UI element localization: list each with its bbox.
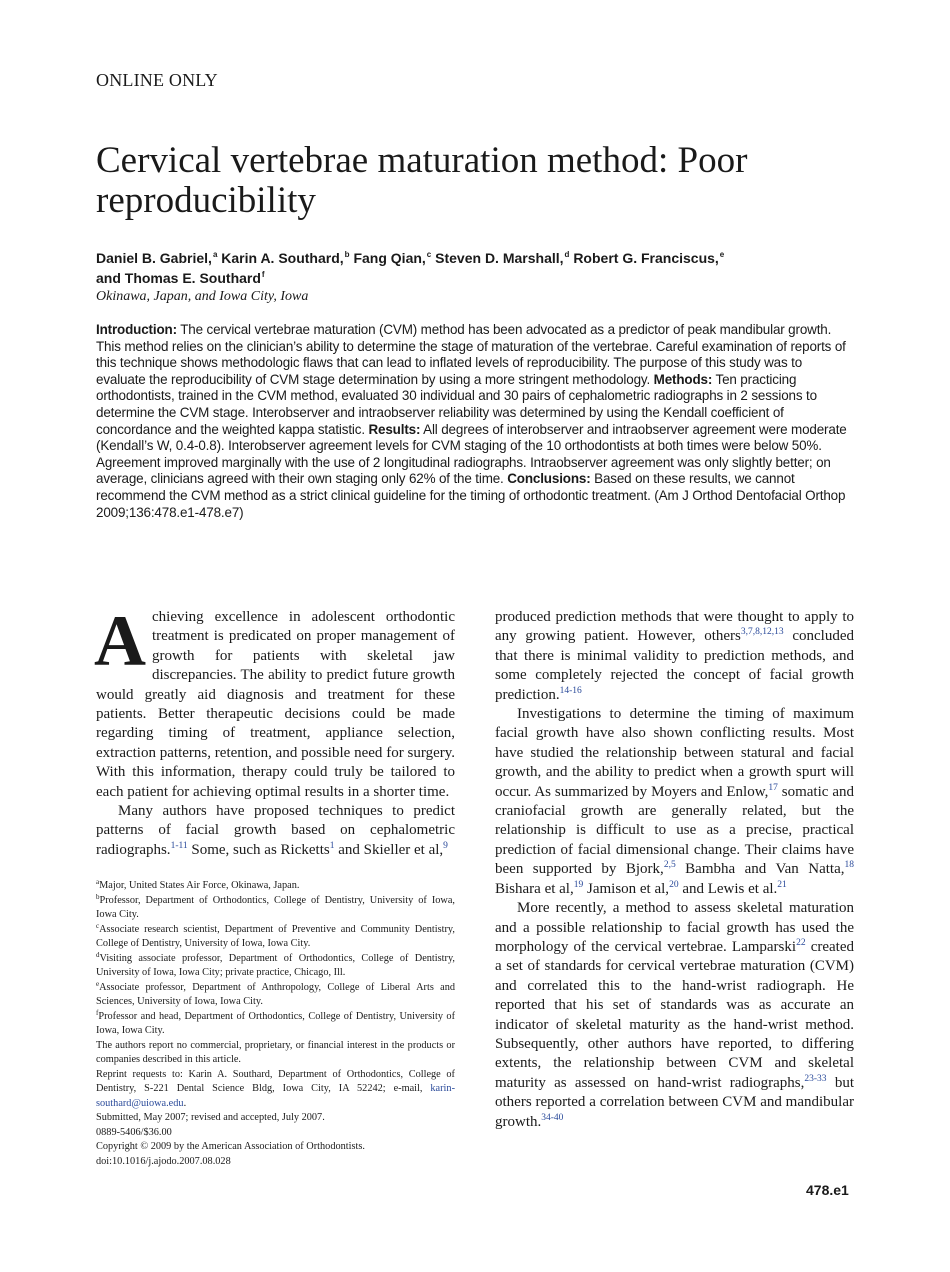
author-list: [96, 248, 856, 288]
article-title: Cervical vertebrae maturation method: Poor reproducibility: [96, 140, 748, 221]
body-paragraph: [96, 802, 455, 860]
author-name: Karin A. Southard,: [221, 250, 344, 266]
citation-link[interactable]: 20: [669, 879, 679, 890]
footnote-text: Associate research scientist, Department of Preventive and Community Dentistry, College of Dentistry, University of Iowa, Iowa City.: [96, 923, 455, 949]
footnotes: [96, 879, 455, 1169]
author-name: Robert G. Franciscus,: [573, 250, 719, 266]
paragraph-text: and Lewis et al.: [678, 880, 778, 897]
footnote-text: Major, United States Air Force, Okinawa, Japan.: [99, 880, 300, 891]
abstract-conclusions-label: Conclusions:: [507, 471, 591, 487]
body-column-left: [94, 601, 455, 860]
abstract-intro-text: The cervical vertebrae maturation (CVM) method has been advocated as a predictor of peak mandibular growth. This method relies on the clinician’s ability to determine the stage of maturation of the vertebrae. Careful examination of reports of this technique shows methodologic flaws that can lead to inflated levels of reproducibility. The purpose of this study was to evaluate the reproducibility of CVM stage determination by using a more stringent methodology.: [96, 322, 846, 387]
abstract-conclusions-text: Based on these results, we cannot recommend the CVM method as a strict clinical guideline for the timing of orthodontic treatment. (Am J Orthod Dentofacial Orthop 2009;136:478.e1-478.e7): [96, 471, 846, 520]
email-link[interactable]: karin-southard@uiowa.edu: [96, 1083, 455, 1109]
doi: doi:10.1016/j.ajodo.2007.08.028: [96, 1155, 231, 1167]
submission-dates: Submitted, May 2007; revised and accepted, July 2007.: [96, 1112, 325, 1123]
abstract-results-text: All degrees of interobserver and intraobserver agreement were moderate (Kendall’s W, 0.4-0.8). Interobserver agreement levels for CVM staging of the 10 orthodontists at both times were below 50%. Agreement improved marginally with the use of 2 longitudinal radiographs. Intraobserver agreement was only slightly better; on average, clinicians agreed with their own staging only 62% of the time.: [96, 421, 847, 487]
copyright: Copyright © 2009 by the American Association of Orthodontists.: [96, 1141, 365, 1152]
abstract-methods-text: Ten practicing orthodontists, trained in the CVM method, evaluated 30 individual and 30 pairs of cephalometric radiographs in 2 sessions to determine the CVM stage. Interobserver and intraobserver reliability was determined by using the Kendall coefficient of concordance and the weighted kappa statistic.: [96, 371, 817, 437]
footnote-text: Professor, Department of Orthodontics, College of Dentistry, University of Iowa, Iowa City.: [96, 894, 455, 920]
affiliation-mark: b: [344, 250, 350, 259]
citation-link[interactable]: 14-16: [559, 685, 582, 696]
citation-link[interactable]: 1-11: [170, 840, 188, 851]
footnote-text: .: [183, 1097, 187, 1109]
disclosure-note: The authors report no commercial, proprietary, or financial interest in the products or companies described in this article.: [96, 1039, 455, 1065]
citation-link[interactable]: 1: [329, 840, 335, 851]
abstract-results-label: Results:: [368, 421, 421, 437]
paragraph-text: Jamison et al,: [583, 880, 670, 897]
body-paragraph: [495, 705, 854, 899]
footnote-e: $^e$Associate professor, Department of Anthropology, College of Liberal Arts and Sciences, University of Iowa, Iowa City.: [96, 979, 455, 1007]
abstract-intro-label: Introduction:: [96, 322, 177, 337]
paragraph-text: created a set of standards for cervical vertebrae maturation (CVM) and correlated this to the hand-wrist radiograph. He reported that his set of standards was as accurate an indicator of skeletal maturity as the hand-wrist method. Subsequently, other authors have reported, to differing extents, the relationship between CVM and skeletal maturity as assessed on hand-wrist radiographs,: [495, 938, 855, 1091]
reprint-requests: [96, 1068, 455, 1112]
citation-link[interactable]: 18: [844, 860, 855, 871]
paragraph-text: Some, such as Ricketts: [187, 841, 330, 858]
body-column-right: [495, 608, 854, 1132]
author-name: and Thomas E. Southard: [96, 270, 261, 286]
footnote-f: $^f$Professor and head, Department of Orthodontics, College of Dentistry, University of Iowa, Iowa City.: [96, 1008, 455, 1036]
footnote-c: $^c$Associate research scientist, Department of Preventive and Community Dentistry, College of Dentistry, University of Iowa, Iowa City.: [96, 921, 455, 949]
footnote-text: Visiting associate professor, Department of Orthodontics, College of Dentistry, University of Iowa, Iowa City; private practice, Chicago, Ill.: [96, 952, 455, 978]
citation-link[interactable]: 9: [443, 840, 448, 851]
footnote-b: $^b$Professor, Department of Orthodontics, College of Dentistry, University of Iowa, Iowa City.: [96, 892, 455, 920]
page-number: 478.e1: [806, 1182, 849, 1198]
drop-cap: A: [94, 601, 146, 681]
citation-link[interactable]: 34-40: [541, 1112, 564, 1123]
affiliation-mark: c: [426, 250, 432, 259]
footnote-text: Reprint requests to: Karin A. Southard, Department of Orthodontics, College of Dentistry, S-221 Dental Science Bldg, Iowa City, IA 52242; e-mail,: [96, 1068, 455, 1094]
affiliation-mark: e: [719, 250, 725, 259]
citation-link[interactable]: 17: [768, 782, 778, 793]
abstract: [96, 322, 854, 521]
paragraph-text: Bambha and Van Natta,: [675, 861, 845, 878]
citation-link[interactable]: 21: [777, 879, 787, 890]
author-name: Fang Qian,: [353, 250, 426, 266]
footnote-a: $^a$Major, United States Air Force, Okinawa, Japan.: [96, 878, 300, 891]
paragraph-text: Investigations to determine the timing of maximum facial growth have also shown conflicting results. Most have studied the relationship between statural and facial growth, and the ability to predict when a growth spurt will occur. As summarized by Moyers and Enlow,: [495, 706, 854, 800]
affiliation-mark: f: [261, 270, 265, 279]
paragraph-text: somatic and craniofacial growth are generally related, but the relationship is difficult to use as a precise, practical prediction of facial dimensional change. Their claims have been supported by Bjork,: [495, 783, 854, 878]
footnote-d: $^d$Visiting associate professor, Department of Orthodontics, College of Dentistry, University of Iowa, Iowa City; private practice, Chicago, Ill.: [96, 950, 455, 978]
paragraph-text: concluded that there is minimal validity to prediction methods, and some completely rejected the concept of facial growth prediction.: [495, 628, 854, 703]
footnote-text: Professor and head, Department of Orthodontics, College of Dentistry, University of Iowa, Iowa City.: [96, 1010, 455, 1036]
paragraph-text: but others reported a correlation between CVM and mandibular growth.: [495, 1074, 854, 1130]
paragraph-text: chieving excellence in adolescent orthodontic treatment is predicated on proper management of growth for patients with skeletal jaw discrepancies. The ability to predict future growth would greatly aid diagnosis and treatment for these patients. Better therapeutic decisions could be made regarding timing of treatment, appliance selection, extraction patterns, retention, and possible need for surgery. With this information, therapy could truly be tailored to each patient for achieving optimal results in a shorter time.: [96, 609, 455, 800]
paragraph-text: and Skieller et al,: [334, 841, 444, 858]
author-name: Daniel B. Gabriel,: [96, 250, 212, 266]
paragraph-text: produced prediction methods that were thought to apply to any growing patient. However, others: [495, 609, 854, 645]
citation-link[interactable]: 23-33: [804, 1073, 827, 1084]
online-only-label: ONLINE ONLY: [96, 70, 218, 90]
abstract-methods-label: Methods:: [653, 371, 713, 387]
citation-link[interactable]: 22: [796, 937, 806, 948]
affiliation-mark: a: [212, 250, 218, 259]
body-paragraph: [495, 608, 854, 705]
paragraph-text: Many authors have proposed techniques to predict patterns of facial growth based on cephalometric radiographs.: [96, 803, 455, 858]
citation-link[interactable]: 2,5: [663, 860, 676, 871]
body-paragraph: [94, 601, 455, 802]
body-paragraph: [495, 899, 854, 1132]
affiliation-mark: d: [564, 250, 570, 259]
footnote-text: Associate professor, Department of Anthropology, College of Liberal Arts and Sciences, University of Iowa, Iowa City.: [96, 981, 455, 1007]
citation-link[interactable]: 3,7,8,12,13: [740, 627, 784, 638]
issn: 0889-5406/$36.00: [96, 1126, 172, 1138]
author-name: Steven D. Marshall,: [435, 250, 564, 266]
author-location: Okinawa, Japan, and Iowa City, Iowa: [96, 289, 309, 304]
citation-link[interactable]: 19: [573, 879, 584, 890]
paragraph-text: Bishara et al,: [495, 880, 574, 897]
paragraph-text: More recently, a method to assess skeletal maturation and a possible relationship to facial growth has used the morphology of the cervical vertebrae. Lamparski: [495, 900, 854, 955]
